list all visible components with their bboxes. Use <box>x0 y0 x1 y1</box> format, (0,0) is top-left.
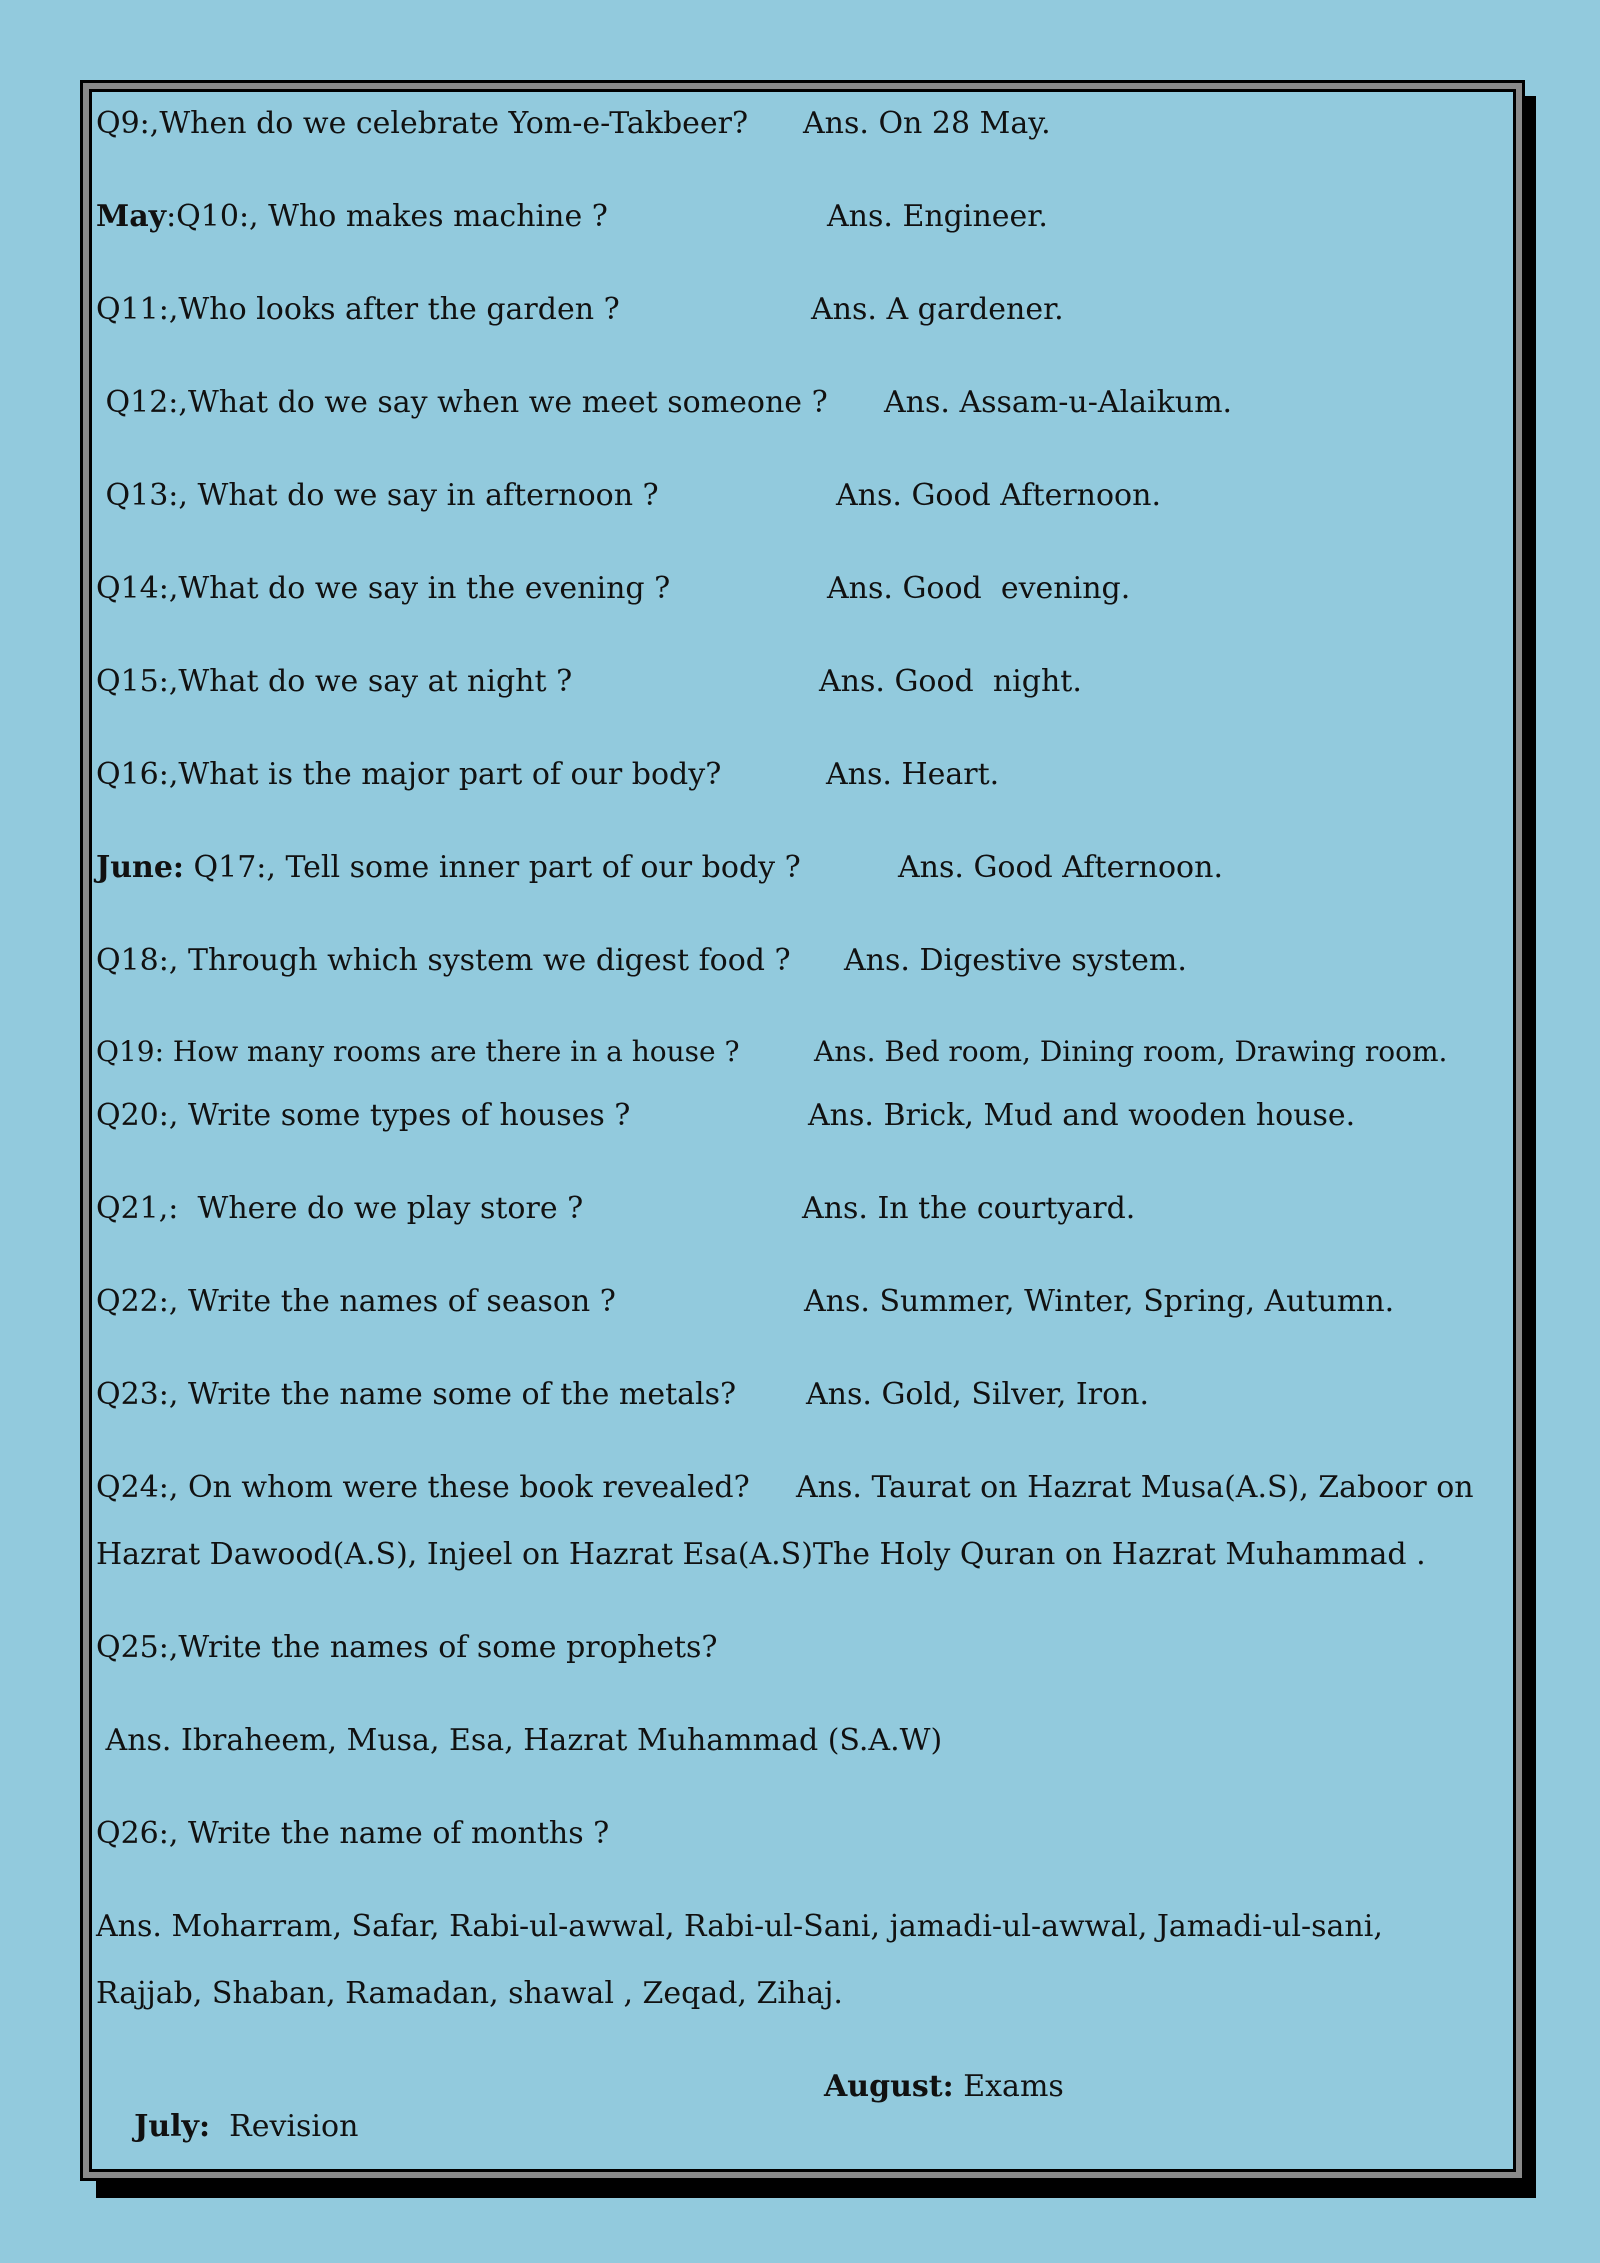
qa-line <box>96 383 1233 423</box>
answer-text: Ans. Gold, Silver, Iron. <box>806 1377 1150 1412</box>
answer-text: Ans. Good Afternoon. <box>836 478 1161 513</box>
question-text: Q15:,What do we say at night ? <box>96 664 573 699</box>
qa-line <box>96 1282 1395 1322</box>
answer-text: Ans. On 28 May. <box>803 106 1051 141</box>
qa-line <box>96 1628 718 1668</box>
qa-line <box>96 569 1131 609</box>
qa-line <box>96 104 1051 144</box>
footer-line <box>96 2067 1064 2144</box>
qa-line <box>96 1032 1448 1072</box>
qa-line <box>96 1814 609 1854</box>
qa-line <box>96 1189 1136 1229</box>
question-text: Q18:, Through which system we digest food ? <box>96 943 791 978</box>
august-group <box>824 2067 1064 2107</box>
answer-text: Ans. Good night. <box>819 664 1082 699</box>
question-text: Q23:, Write the name some of the metals? <box>96 1377 737 1412</box>
answer-text: Ans. Summer, Winter, Spring, Autumn. <box>804 1284 1395 1319</box>
answer-text: Ans. In the courtyard. <box>802 1191 1136 1226</box>
qa-line <box>96 1096 1356 1136</box>
question-text: Q14:,What do we say in the evening ? <box>96 571 671 606</box>
august-label: August: <box>824 2069 954 2104</box>
question-text: Q22:, Write the names of season ? <box>96 1284 616 1319</box>
qa-line <box>96 476 1161 516</box>
answer-text: Ans. Heart. <box>826 757 1000 792</box>
answer-text: Ans. Bed room, Dining room, Drawing room. <box>814 1035 1448 1068</box>
qa-line <box>96 197 1048 237</box>
qa-line <box>96 755 1000 795</box>
question-text: Q13:, What do we say in afternoon ? <box>96 478 659 513</box>
question-text: Q9:,When do we celebrate Yom-e-Takbeer? <box>96 106 749 141</box>
answer-text: Ans. Taurat on Hazrat Musa(A.S), Zaboor on <box>796 1470 1474 1505</box>
answer-text: Ans. Ibraheem, Musa, Esa, Hazrat Muhammad (S.A.W) <box>96 1723 943 1758</box>
question-text: Q26:, Write the name of months ? <box>96 1816 610 1851</box>
qa-line <box>96 1974 843 2014</box>
question-text: Q21,: Where do we play store ? <box>96 1191 584 1226</box>
month-label: June: <box>96 850 184 885</box>
month-label: May <box>96 199 167 234</box>
qa-line <box>96 1375 1150 1415</box>
question-text: Q25:,Write the names of some prophets? <box>96 1630 718 1665</box>
answer-text: Ans. Brick, Mud and wooden house. <box>808 1098 1356 1133</box>
question-text: Q19: How many rooms are there in a house ? <box>96 1035 740 1068</box>
answer-text: Ans. Good Afternoon. <box>898 850 1223 885</box>
qa-line <box>96 1535 1426 1575</box>
question-text: Q17:, Tell some inner part of our body ? <box>183 850 801 885</box>
qa-line <box>96 1907 1383 1947</box>
question-text: Q12:,What do we say when we meet someone ? <box>96 385 828 420</box>
answer-text: Ans. A gardener. <box>811 292 1064 327</box>
qa-line <box>96 290 1064 330</box>
qa-line <box>96 941 1187 981</box>
answer-text: Ans. Moharram, Safar, Rabi-ul-awwal, Rabi-ul-Sani, jamadi-ul-awwal, Jamadi-ul-sani, <box>96 1909 1383 1944</box>
answer-text: Ans. Digestive system. <box>844 943 1187 978</box>
question-text: Q20:, Write some types of houses ? <box>96 1098 631 1133</box>
question-answer-list <box>96 96 1506 2166</box>
july-label: July: <box>134 2109 211 2144</box>
answer-text: Ans. Engineer. <box>827 199 1048 234</box>
question-text: Q11:,Who looks after the garden ? <box>96 292 620 327</box>
answer-continuation: Hazrat Dawood(A.S), Injeel on Hazrat Esa(A.S)The Holy Quran on Hazrat Muhammad . <box>96 1537 1426 1572</box>
august-text: Exams <box>953 2069 1064 2104</box>
answer-text: Ans. Assam-u-Alaikum. <box>884 385 1233 420</box>
question-text: Q16:,What is the major part of our body? <box>96 757 722 792</box>
july-text: Revision <box>210 2109 359 2144</box>
answer-continuation: Rajjab, Shaban, Ramadan, shawal , Zeqad, Zihaj. <box>96 1976 843 2011</box>
question-text: :Q10:, Who makes machine ? <box>166 199 608 234</box>
qa-line <box>96 848 1223 888</box>
qa-line <box>96 662 1082 702</box>
question-text: Q24:, On whom were these book revealed? <box>96 1470 750 1505</box>
answer-text: Ans. Good evening. <box>827 571 1131 606</box>
qa-line <box>96 1468 1474 1508</box>
qa-line <box>96 1721 942 1761</box>
